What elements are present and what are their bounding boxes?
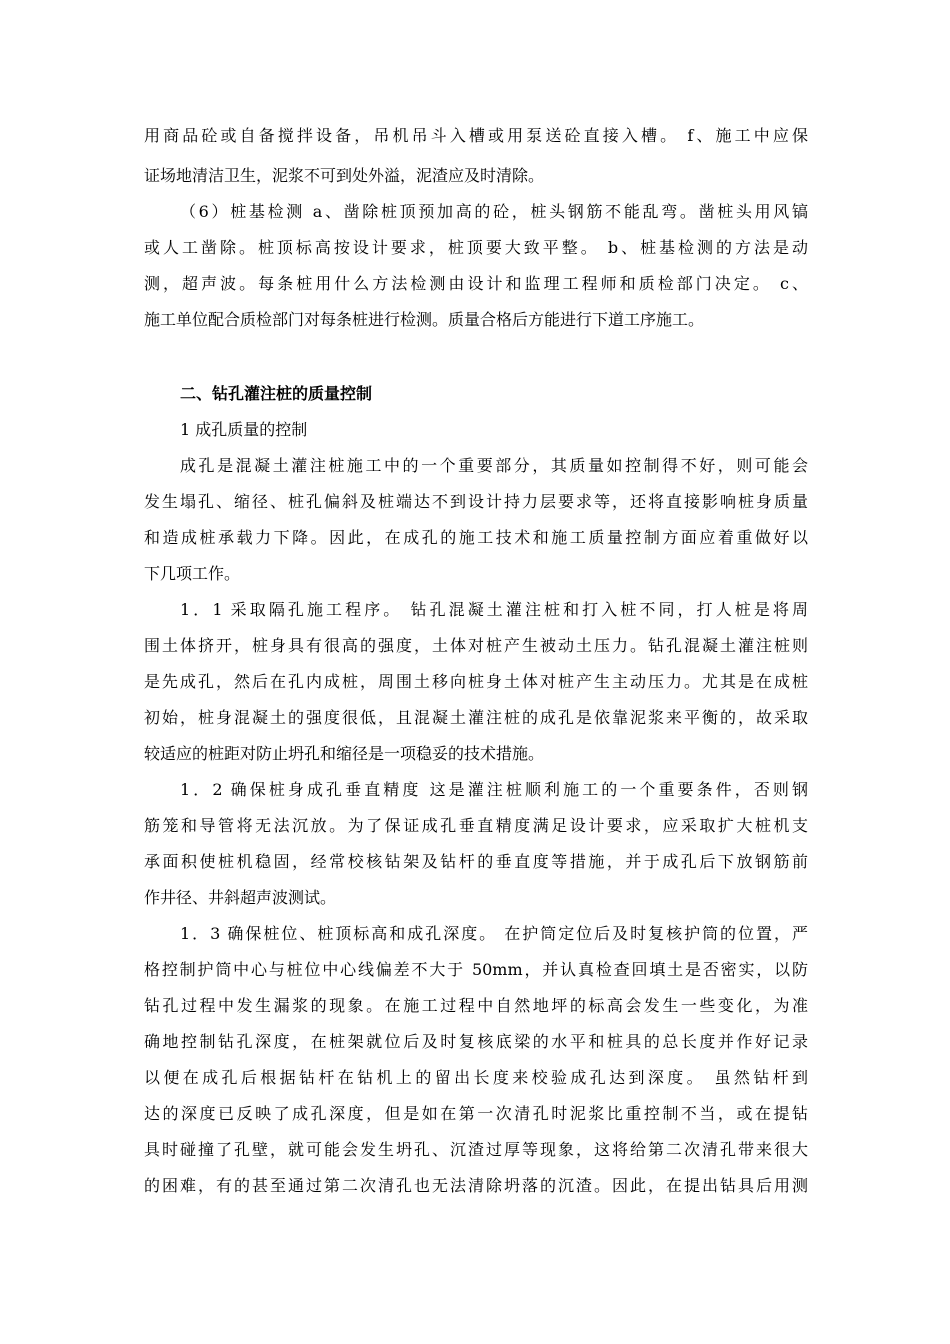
text-line: 施工单位配合质检部门对每条桩进行检测。质量合格后方能进行下道工序施工。 xyxy=(144,310,705,329)
text-line: 的困难，有的甚至通过第二次清孔也无法清除坍落的沉渣。因此，在提出钻具后用测 xyxy=(144,1176,808,1195)
text-line: 初始，桩身混凝土的强度很低，且混凝土灌注桩的成孔是依靠泥浆来平衡的，故采取 xyxy=(144,708,808,727)
text-line: 作井径、井斜超声波测试。 xyxy=(144,888,337,907)
text-line: 1．2 确保桩身成孔垂直精度 这是灌注桩顺利施工的一个重要条件，否则钢 xyxy=(180,780,808,799)
section-heading: 二、钻孔灌注桩的质量控制 xyxy=(180,384,373,403)
text-line: 下几项工作。 xyxy=(144,564,241,583)
text-line: 证场地清洁卫生，泥浆不可到处外溢，泥渣应及时清除。 xyxy=(144,166,545,185)
text-line: 确地控制钻孔深度，在桩架就位后及时复核底梁的水平和桩具的总长度并作好记录 xyxy=(144,1032,808,1051)
text-line: 格控制护筒中心与桩位中心线偏差不大于 50mm，并认真检查回填土是否密实，以防 xyxy=(144,960,808,979)
text-line: 较适应的桩距对防止坍孔和缩径是一项稳妥的技术措施。 xyxy=(144,744,545,763)
text-line: 1．3 确保桩位、桩顶标高和成孔深度。 在护筒定位后及时复核护筒的位置，严 xyxy=(180,924,808,943)
text-line: 承面积使桩机稳固，经常校核钻架及钻杆的垂直度等措施，并于成孔后下放钢筋前 xyxy=(144,852,808,871)
text-line: 筋笼和导管将无法沉放。为了保证成孔垂直精度满足设计要求，应采取扩大桩机支 xyxy=(144,816,808,835)
text-line: 围土体挤开，桩身具有很高的强度，土体对桩产生被动土压力。钻孔混凝土灌注桩则 xyxy=(144,636,808,655)
text-line: 以便在成孔后根据钻杆在钻机上的留出长度来校验成孔达到深度。 虽然钻杆到 xyxy=(144,1068,808,1087)
text-line: 测，超声波。每条桩用什么方法检测由设计和监理工程师和质检部门决定。 c、 xyxy=(144,274,808,293)
text-line: 或人工凿除。桩顶标高按设计要求，桩顶要大致平整。 b、桩基检测的方法是动 xyxy=(144,238,808,257)
text-line: 发生塌孔、缩径、桩孔偏斜及桩端达不到设计持力层要求等，还将直接影响桩身质量 xyxy=(144,492,808,511)
text-line: 1．1 采取隔孔施工程序。 钻孔混凝土灌注桩和打入桩不同，打人桩是将周 xyxy=(180,600,808,619)
text-line: （6）桩基检测 a、凿除桩顶预加高的砼，桩头钢筋不能乱弯。凿桩头用风镐 xyxy=(180,202,808,221)
text-line: 成孔是混凝土灌注桩施工中的一个重要部分，其质量如控制得不好，则可能会 xyxy=(180,456,808,475)
text-line: 达的深度已反映了成孔深度，但是如在第一次清孔时泥浆比重控制不当，或在提钻 xyxy=(144,1104,808,1123)
text-line: 具时碰撞了孔壁，就可能会发生坍孔、沉渣过厚等现象，这将给第二次清孔带来很大 xyxy=(144,1140,808,1159)
subsection-heading: 1 成孔质量的控制 xyxy=(180,420,308,439)
text-line: 和造成桩承载力下降。因此，在成孔的施工技术和施工质量控制方面应着重做好以 xyxy=(144,528,808,547)
text-line: 是先成孔，然后在孔内成桩，周围土移向桩身土体对桩产生主动压力。尤其是在成桩 xyxy=(144,672,808,691)
text-line: 钻孔过程中发生漏浆的现象。在施工过程中自然地坪的标高会发生一些变化，为准 xyxy=(144,996,808,1015)
text-line: 用商品砼或自备搅拌设备，吊机吊斗入槽或用泵送砼直接入槽。 f、施工中应保 xyxy=(144,126,808,145)
